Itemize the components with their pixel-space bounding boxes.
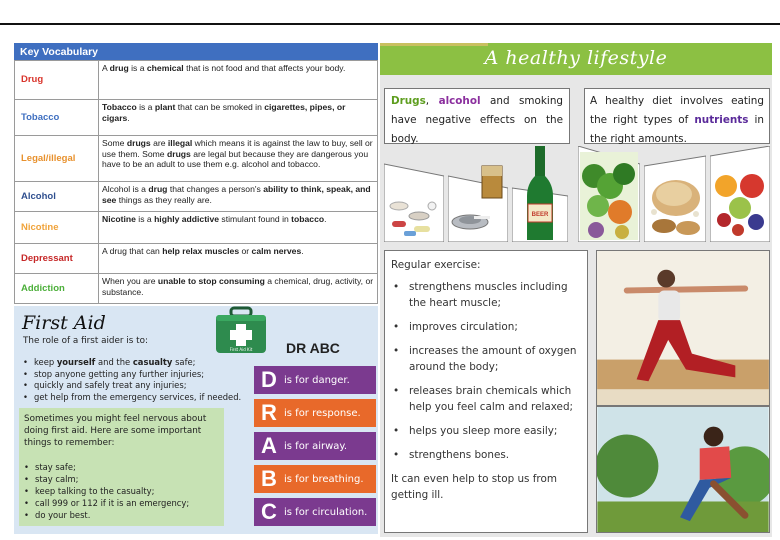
word-alcohol: alcohol (438, 95, 481, 107)
drabc-text: is for breathing. (284, 473, 364, 485)
title-band-accent (380, 43, 488, 46)
vocab-term: Depressant (15, 244, 99, 274)
drabc-item-circulation (254, 498, 376, 526)
drabc-title: DR ABC (286, 340, 340, 356)
table-row (15, 61, 378, 100)
drabc-item-breathing (254, 465, 376, 493)
bread-image (644, 146, 706, 242)
key-vocabulary-section (14, 43, 378, 304)
list-item: • quickly and safely treat any injuries; (23, 380, 241, 392)
first-aid-kit-icon (213, 306, 269, 356)
exercise-heading: Regular exercise: (391, 259, 481, 271)
beer-bottle-image (512, 146, 568, 242)
vocab-definition: A drug is a chemical that is not food and that affects your body. (99, 61, 378, 100)
lifestyle-title: A healthy lifestyle (484, 47, 668, 69)
list-item: • do your best. (24, 509, 219, 521)
vegetables-image (578, 146, 640, 242)
first-aid-roles (23, 357, 241, 403)
table-row (15, 212, 378, 244)
drabc-text: is for response. (284, 407, 361, 419)
first-aid-intro: The role of a first aider is to: (23, 336, 148, 346)
pills-image (384, 146, 444, 242)
list-item: • stay safe; (24, 461, 219, 473)
table-row (15, 100, 378, 136)
drabc-letter: A (261, 433, 277, 458)
vocab-definition: Nicotine is a highly addictive stimulant found in tobacco. (99, 212, 378, 244)
list-item: • increases the amount of oxygen around the body; (391, 343, 581, 375)
yoga-pose-image (596, 250, 770, 406)
vocab-definition: When you are unable to stop consuming a chemical, drug, activity, or substance. (99, 274, 378, 304)
vocab-definition: Alcohol is a drug that changes a person's ability to think, speak, and see things as they really are. (99, 182, 378, 212)
drabc-text: is for airway. (284, 440, 348, 452)
healthy-lifestyle-section (380, 43, 772, 537)
list-item: • stay calm; (24, 473, 219, 485)
drabc-letter: B (261, 466, 277, 491)
table-row (15, 274, 378, 304)
exercise-benefits-list (391, 279, 581, 463)
cigarettes-image (448, 146, 508, 242)
word-nutrients: nutrients (694, 114, 749, 126)
beer-label: BEER (531, 212, 549, 218)
drabc-item-response (254, 399, 376, 427)
table-row (15, 244, 378, 274)
table-row (15, 136, 378, 182)
top-divider-line (0, 23, 780, 25)
vocab-term: Drug (15, 61, 99, 100)
list-item: • get help from the emergency services, if needed. (23, 392, 241, 404)
drabc-letter: D (261, 367, 277, 392)
vocab-term: Tobacco (15, 100, 99, 136)
drabc-letter: C (261, 499, 277, 524)
vocab-heading: Key Vocabulary (14, 43, 378, 60)
regular-exercise-panel (384, 250, 588, 533)
list-item: • improves circulation; (391, 319, 581, 335)
vocab-table (14, 60, 378, 304)
list-item: • releases brain chemicals which help you feel calm and relaxed; (391, 383, 581, 415)
list-item: • helps you sleep more easily; (391, 423, 581, 439)
first-aid-section (14, 306, 378, 534)
vocab-term: Alcohol (15, 182, 99, 212)
drabc-item-danger (254, 366, 376, 394)
vocab-definition: Tobacco is a plant that can be smoked in cigarettes, pipes, or cigars. (99, 100, 378, 136)
list-item: • stop anyone getting any further injuries; (23, 369, 241, 381)
list-item: • strengthens muscles including the heart muscle; (391, 279, 581, 311)
table-row (15, 182, 378, 212)
drugs-effects-panel: Drugs, alcohol and smoking have negative effects on the body. (384, 88, 570, 144)
drabc-text: is for danger. (284, 374, 350, 386)
vocab-definition: A drug that can help relax muscles or calm nerves. (99, 244, 378, 274)
vocab-term: Addiction (15, 274, 99, 304)
drabc-item-airway (254, 432, 376, 460)
list-item: • call 999 or 112 if it is an emergency; (24, 497, 219, 509)
first-aid-title: First Aid (22, 312, 106, 334)
vocab-term: Nicotine (15, 212, 99, 244)
nervous-text: Sometimes you might feel nervous about doing first aid. Here are some important things to remember: (24, 414, 207, 448)
healthy-diet-panel: A healthy diet involves eating the right types of nutrients in the right amounts. (584, 88, 770, 144)
list-item: • strengthens bones. (391, 447, 581, 463)
vocab-definition: Some drugs are illegal which means it is against the law to buy, sell or use them. Some drugs are legal but because they are dangerous you have to be an adult to use them e.g. alcohol and tobacco. (99, 136, 378, 182)
running-woman-image (596, 406, 770, 533)
nervous-tips-box (19, 408, 224, 526)
vocab-term: Legal/illegal (15, 136, 99, 182)
word-drugs: Drugs (391, 95, 426, 107)
list-item: • keep talking to the casualty; (24, 485, 219, 497)
fruit-image (710, 146, 770, 242)
exercise-closing: It can even help to stop us from getting ill. (391, 473, 557, 501)
list-item: • keep yourself and the casualty safe; (23, 357, 241, 369)
drabc-text: is for circulation. (284, 506, 368, 518)
drabc-letter: R (261, 400, 277, 425)
kit-label: First Aid Kit (229, 347, 253, 352)
tips-list (24, 461, 219, 521)
